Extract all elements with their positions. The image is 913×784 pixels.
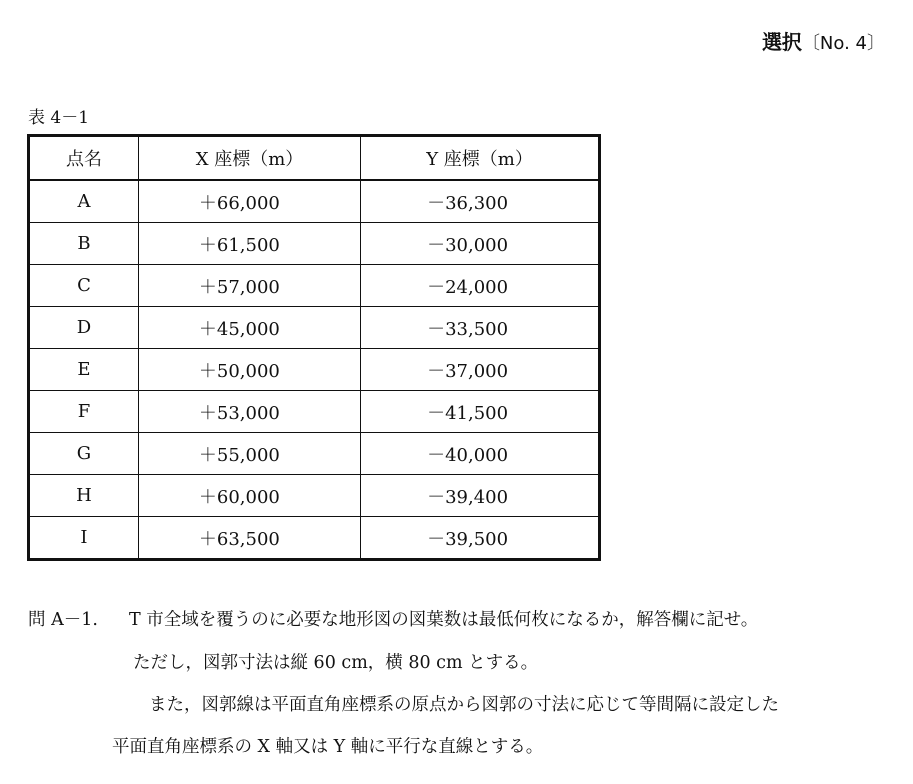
table-row <box>29 180 600 223</box>
point-name-cell: I <box>29 517 139 560</box>
y-coordinate-cell: －33,500 <box>361 307 600 349</box>
question-line-4: 平面直角座標系の X 軸又は Y 軸に平行な直線とする。 <box>112 737 544 757</box>
table-row <box>29 517 600 560</box>
question-id: 問 A－1. <box>28 610 98 630</box>
point-name-cell: A <box>29 180 139 223</box>
table-row <box>29 307 600 349</box>
point-name-cell: D <box>29 307 139 349</box>
x-coordinate-cell: ＋66,000 <box>138 180 360 223</box>
table-row <box>29 433 600 475</box>
y-coordinate-cell: －30,000 <box>361 223 600 265</box>
y-coordinate-cell: －24,000 <box>361 265 600 307</box>
x-coordinate-cell: ＋55,000 <box>138 433 360 475</box>
point-name-cell: C <box>29 265 139 307</box>
x-coordinate-cell: ＋57,000 <box>138 265 360 307</box>
y-coordinate-cell: －37,000 <box>361 349 600 391</box>
point-name-cell: B <box>29 223 139 265</box>
x-coordinate-cell: ＋61,500 <box>138 223 360 265</box>
column-header-y: Y 座標（m） <box>361 136 600 181</box>
point-name-cell: F <box>29 391 139 433</box>
table-row <box>29 349 600 391</box>
table-header-row <box>29 136 600 181</box>
question-line-1 <box>28 606 893 634</box>
y-coordinate-cell: －36,300 <box>361 180 600 223</box>
column-header-x: X 座標（m） <box>138 136 360 181</box>
table-row <box>29 475 600 517</box>
section-number: 〔No. 4〕 <box>801 33 885 54</box>
question-block <box>28 606 893 761</box>
table-row <box>29 391 600 433</box>
coordinates-table <box>27 134 601 561</box>
x-coordinate-cell: ＋53,000 <box>138 391 360 433</box>
question-text-1: T 市全域を覆うのに必要な地形図の図葉数は最低何枚になるか，解答欄に記せ。 <box>129 610 759 630</box>
y-coordinate-cell: －39,500 <box>361 517 600 560</box>
point-name-cell: E <box>29 349 139 391</box>
point-name-cell: G <box>29 433 139 475</box>
x-coordinate-cell: ＋45,000 <box>138 307 360 349</box>
question-line-2: ただし，図郭寸法は縦 60 cm，横 80 cm とする。 <box>133 653 539 673</box>
table-caption: 表 4－1 <box>28 108 90 128</box>
x-coordinate-cell: ＋63,500 <box>138 517 360 560</box>
table-row <box>29 265 600 307</box>
point-name-cell: H <box>29 475 139 517</box>
y-coordinate-cell: －39,400 <box>361 475 600 517</box>
section-title: 選択 <box>761 30 802 54</box>
x-coordinate-cell: ＋60,000 <box>138 475 360 517</box>
y-coordinate-cell: －41,500 <box>361 391 600 433</box>
y-coordinate-cell: －40,000 <box>361 433 600 475</box>
section-header <box>762 26 885 55</box>
table-row <box>29 223 600 265</box>
x-coordinate-cell: ＋50,000 <box>138 349 360 391</box>
column-header-point: 点名 <box>29 136 139 181</box>
question-line-3: また，図郭線は平面直角座標系の原点から図郭の寸法に応じて等間隔に設定した <box>149 695 779 715</box>
